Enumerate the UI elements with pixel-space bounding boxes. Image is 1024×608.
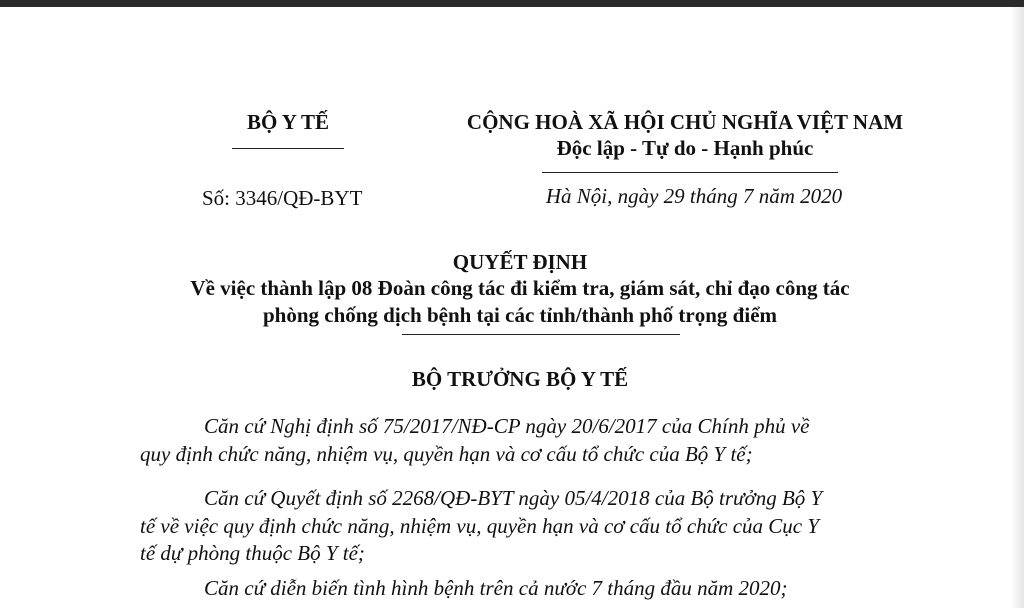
- authority-heading: BỘ TRƯỞNG BỘ Y TẾ: [411, 367, 629, 391]
- decision-subject-line-1: Về việc thành lập 08 Đoàn công tác đi kiểm tra, giám sát, chỉ đạo công tác: [190, 276, 850, 300]
- ministry-name: BỘ Y TẾ: [246, 110, 330, 134]
- decision-subject-line-2: phòng chống dịch bệnh tại các tỉnh/thành phố trọng điểm: [262, 303, 778, 327]
- title-underline: [402, 334, 680, 335]
- place-and-date: Hà Nội, ngày 29 tháng 7 năm 2020: [545, 184, 843, 208]
- motto-underline: [542, 172, 838, 173]
- national-motto: Độc lập - Tự do - Hạnh phúc: [556, 136, 814, 160]
- basis-2-line-1: Căn cứ Quyết định số 2268/QĐ-BYT ngày 05/4/2018 của Bộ trưởng Bộ Y: [204, 486, 823, 510]
- basis-3-line-1: Căn cứ diễn biến tình hình bệnh trên cả nước 7 tháng đầu năm 2020;: [204, 576, 788, 600]
- ministry-underline: [232, 148, 344, 149]
- top-bar: [0, 0, 1024, 7]
- basis-1-line-1: Căn cứ Nghị định số 75/2017/NĐ-CP ngày 20/6/2017 của Chính phủ về: [204, 414, 810, 438]
- page-edge-shadow: [1010, 7, 1024, 608]
- document-number: Số: 3346/QĐ-BYT: [202, 186, 363, 210]
- basis-2-line-3: tế dự phòng thuộc Bộ Y tế;: [140, 541, 365, 565]
- basis-1-line-2: quy định chức năng, nhiệm vụ, quyền hạn và cơ cấu tổ chức của Bộ Y tế;: [140, 442, 753, 466]
- decision-heading: QUYẾT ĐỊNH: [452, 250, 588, 274]
- country-name: CỘNG HOÀ XÃ HỘI CHỦ NGHĨA VIỆT NAM: [466, 110, 904, 134]
- basis-2-line-2: tế về việc quy định chức năng, nhiệm vụ, quyền hạn và cơ cấu tổ chức của Cục Y: [140, 514, 820, 538]
